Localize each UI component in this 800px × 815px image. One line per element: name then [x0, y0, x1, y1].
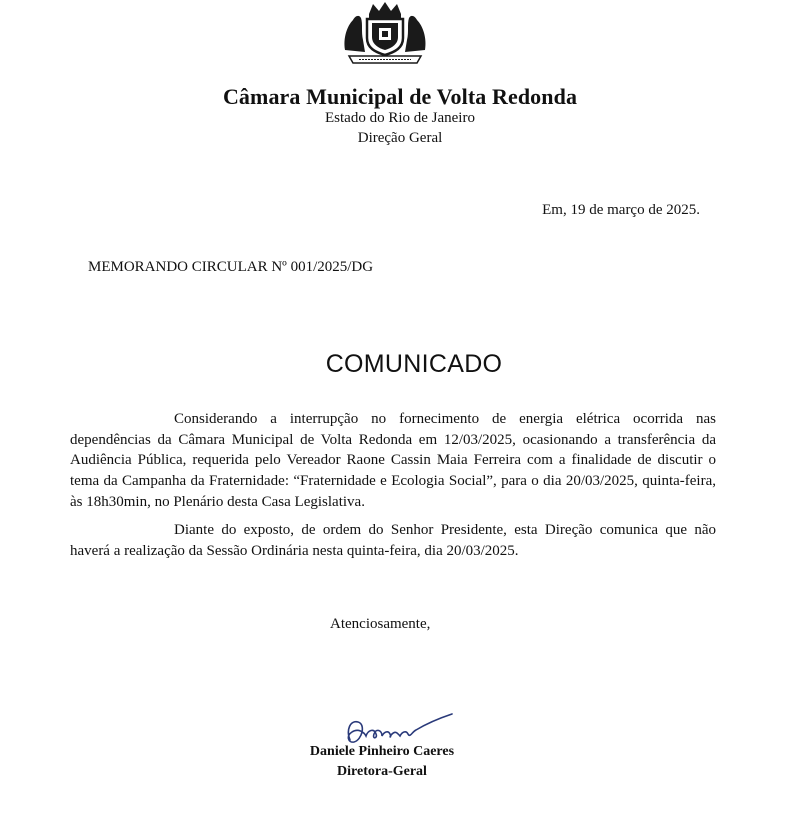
document-title: COMUNICADO	[325, 350, 503, 378]
body-paragraph: Diante do exposto, de ordem do Senhor Presidente, esta Direção comunica que não haverá a realização da Sessão Ordinária nesta quinta-feira, dia 20/03/2025.	[70, 522, 716, 559]
state-name: Estado do Rio de Janeiro	[325, 110, 475, 126]
document-date: Em, 19 de março de 2025.	[542, 202, 700, 218]
body-paragraph: Considerando a interrupção no fornecimento de energia elétrica ocorrida nas dependências da Câmara Municipal de Volta Redonda em 12/03/2025, ocasionando a transferência da Audiência Pública, requerida pelo Vereador Raone Cassin Maia Ferreira com a finalidade de discutir o tema da Campanha da Fraternidade: “Fraternidade e Ecologia Social”, para o dia 20/03/2025, quinta-feira, às 18h30min, no Plenário desta Casa Legislativa.	[70, 411, 716, 510]
coat-of-arms-icon	[339, 2, 431, 64]
signer-name: Daniele Pinheiro Caeres	[309, 744, 455, 759]
organization-name: Câmara Municipal de Volta Redonda	[222, 84, 578, 109]
department-name: Direção Geral	[357, 130, 443, 146]
closing-salutation: Atenciosamente,	[330, 616, 431, 632]
signer-role: Diretora-Geral	[337, 764, 427, 779]
memo-number: MEMORANDO CIRCULAR Nº 001/2025/DG	[88, 259, 374, 275]
